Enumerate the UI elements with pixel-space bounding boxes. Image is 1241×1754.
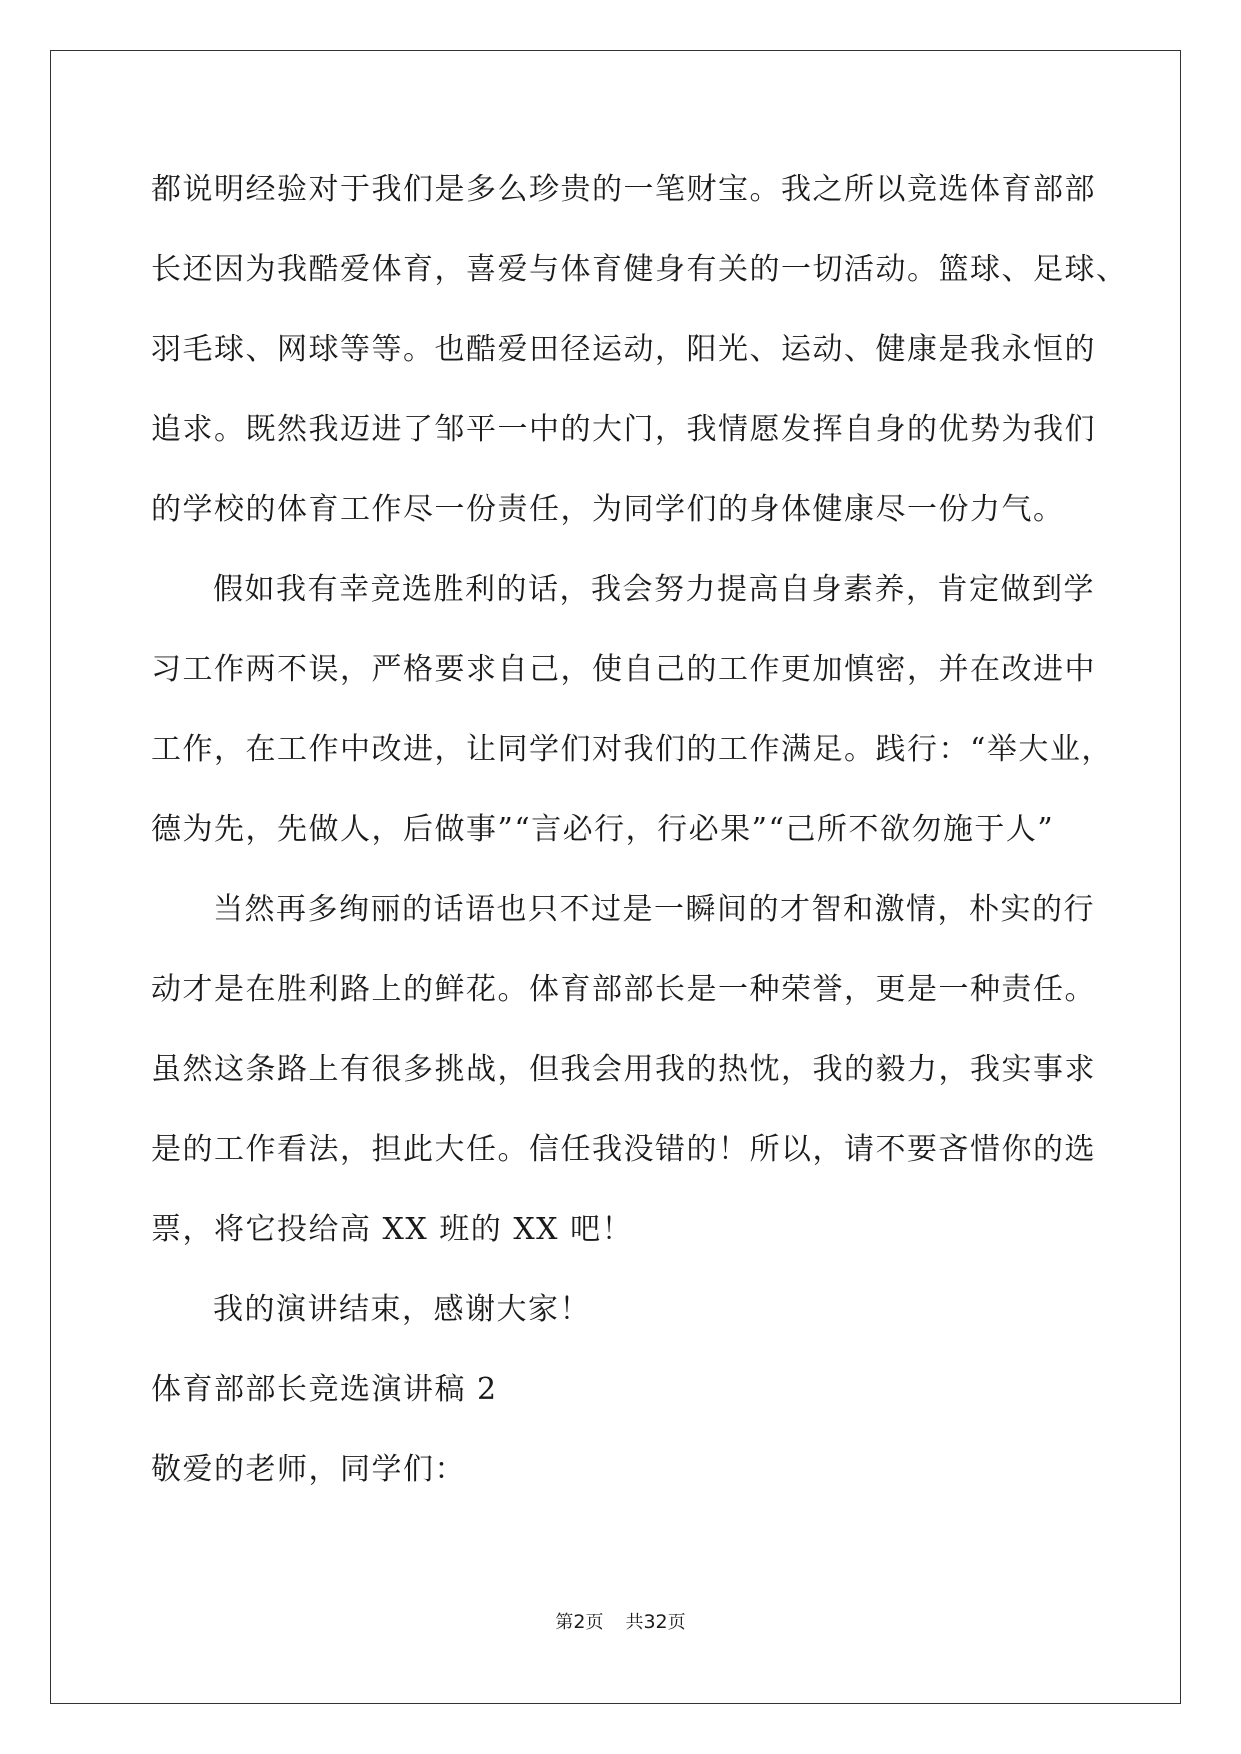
section-title: 体育部部长竞选演讲稿 2 [151,1372,498,1407]
text-line: 票，将它投给高 XX 班的 XX 吧！ [151,1212,634,1247]
text-line: 长还因为我酷爱体育，喜爱与体育健身有关的一切活动。篮球、足球、 [151,252,1128,287]
text-line: 追求。既然我迈进了邹平一中的大门，我情愿发挥自身的优势为我们 [151,412,1096,447]
footer-total-prefix: 共 [625,1612,644,1633]
document-body [151,160,1128,1520]
page-footer [0,1608,1241,1634]
text-line: 德为先，先做人，后做事”“言必行，行必果”“己所不欲勿施于人” [151,812,1055,847]
text-line: 都说明经验对于我们是多么珍贵的一笔财宝。我之所以竞选体育部部 [151,172,1096,207]
closing-line: 我的演讲结束，感谢大家！ [213,1292,591,1327]
paragraph-start-line: 当然再多绚丽的话语也只不过是一瞬间的才智和激情，朴实的行 [213,892,1095,927]
salutation: 敬爱的老师，同学们： [151,1452,466,1487]
text-line: 羽毛球、网球等等。也酷爱田径运动，阳光、运动、健康是我永恒的 [151,332,1096,367]
text-line: 习工作两不误，严格要求自己，使自己的工作更加慎密，并在改进中 [151,652,1096,687]
total-page-count: 32 [643,1611,668,1633]
text-line: 是的工作看法，担此大任。信任我没错的！所以，请不要吝惜你的选 [151,1132,1096,1167]
current-page-number: 2 [573,1611,586,1633]
paragraph-start-line: 假如我有幸竞选胜利的话，我会努力提高自身素养，肯定做到学 [213,572,1095,607]
footer-prefix: 第 [555,1612,574,1633]
footer-page-suffix: 页 [585,1612,604,1633]
text-line: 动才是在胜利路上的鲜花。体育部部长是一种荣誉，更是一种责任。 [151,972,1096,1007]
text-line: 的学校的体育工作尽一份责任，为同学们的身体健康尽一份力气。 [151,492,1065,527]
footer-total-suffix: 页 [667,1612,686,1633]
text-line: 工作，在工作中改进，让同学们对我们的工作满足。践行：“举大业， [151,732,1113,767]
text-line: 虽然这条路上有很多挑战，但我会用我的热忱，我的毅力，我实事求 [151,1052,1096,1087]
